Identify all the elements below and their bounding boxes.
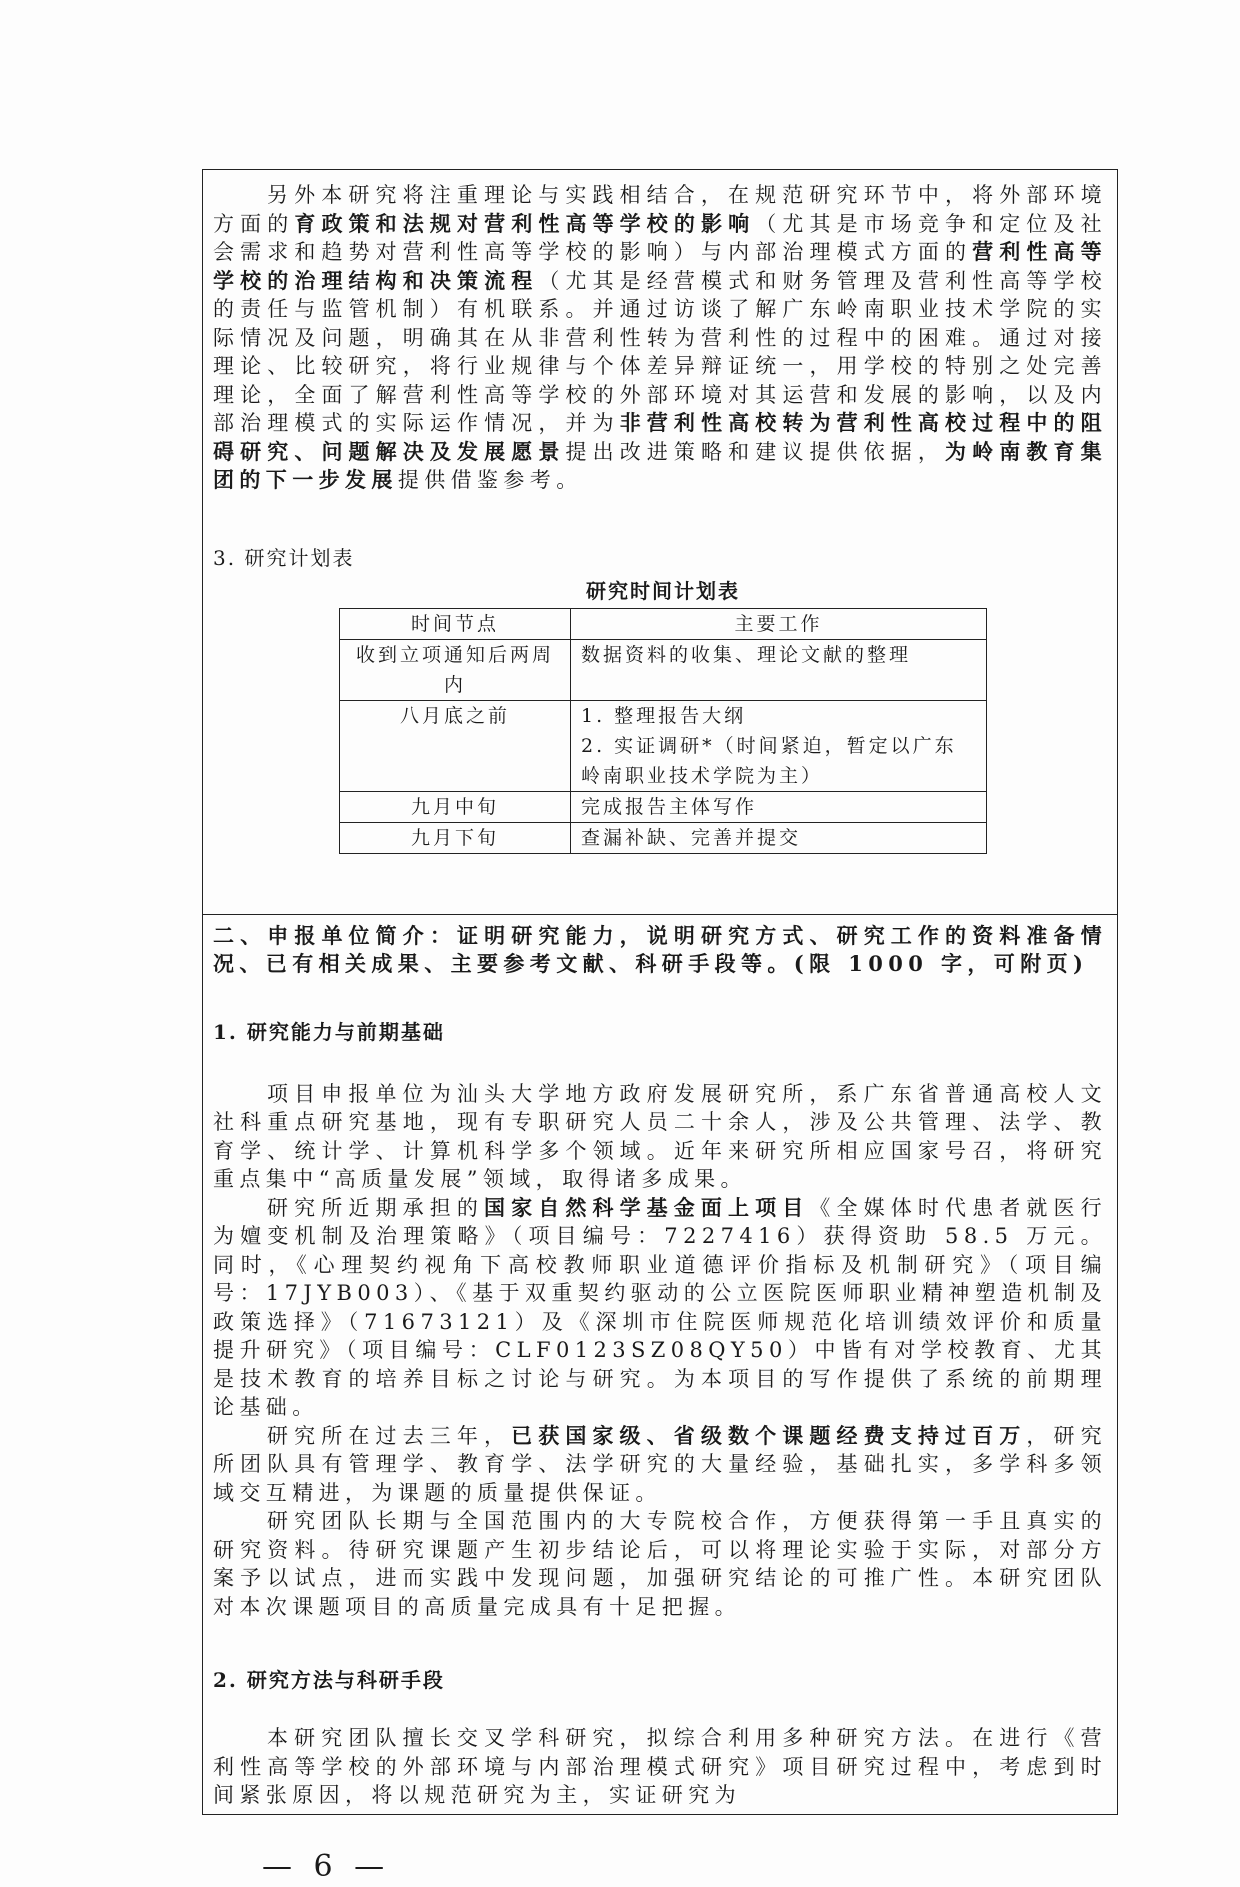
text-run: 研究团队长期与全国范围内的大专院校合作，方便获得第一手且真实的研究资料。待研究课题产生初步结论后，可以将理论实验于实际，对部分方案予以试点，进而实践中发现问题，加强研究结论的可推广性。本研究团队对本次课题项目的高质量完成具有十足把握。 [213,1509,1107,1619]
cell-work [571,639,987,700]
text-run: 另外本研究将注重理论与实践相结合，在规范研究环节中，将外部环境方面的 [213,183,1107,236]
emphasis-text: 国家自然科学基金面上项目 [483,1194,810,1220]
paragraph [213,1507,1107,1621]
work-item: 2. 实证调研*（时间紧迫，暂定以广东岭南职业技术学院为主） [581,734,957,787]
text-run: 项目申报单位为汕头大学地方政府发展研究所，系广东省普通高校人文社科重点研究基地，现有专职研究人员二十余人，涉及公共管理、法学、教育学、统计学、计算机科学多个领域。近年来研究所相应国家号召，将研究重点集中“高质量发展”领域，取得诸多成果。 [213,1081,1107,1191]
paragraph [213,1422,1107,1508]
cell-time: 八月底之前 [340,700,571,791]
intro-paragraph [213,181,1107,495]
emphasis-text: 已获国家级、省级数个课题经费支持过百万 [511,1422,1027,1448]
text-run: （尤其是市场竞争和定位及社会需求和趋势对营利性高等学校的影响）与内部治理模式方面的 [213,211,1107,264]
plan-label: 3. 研究计划表 [213,545,355,570]
sub1-body [213,1080,1107,1622]
text-run: 研究所在过去三年， [267,1423,512,1448]
emphasis-text: 为岭南教育集团的下一步发展 [213,438,1108,492]
paragraph [213,1194,1107,1422]
emphasis-text: 营利性高等学校的治理结构和决策流程 [213,239,1108,293]
sub1-heading: 1. 研究能力与前期基础 [213,1019,445,1044]
work-item: 数据资料的收集、理论文献的整理 [581,643,912,666]
text-run: 提出改进策略和建议提供依据， [565,439,946,464]
table-row [340,700,987,791]
plan-table-title: 研究时间计划表 [586,578,740,603]
work-item: 完成报告主体写作 [581,795,758,818]
work-item: 查漏补缺、完善并提交 [581,826,802,849]
text-run: （尤其是经营模式和财务管理及营利性高等学校的责任与监管机制）有机联系。并通过访谈了解广东岭南职业技术学院的实际情况及问题，明确其在从非营利性转为营利性的过程中的困难。通过对接理论、比较研究，将行业规律与个体差异辩证统一，用学校的特别之处完善理论，全面了解营利性高等学校的外部环境对其运营和发展的影响，以及内部治理模式的实际运作情况，并为 [213,268,1107,435]
section2 [203,914,1117,1810]
text-run: 《全媒体时代患者就医行为嬗变机制及治理策略》（项目编号：7227416）获得资助 58.5 万元。同时，《心理契约视角下高校教师职业道德评价指标及机制研究》（项目编号：17JYB003）、《基于双重契约驱动的公立医院医师职业精神塑造机制及政策选择》（71673121）及《深圳市住院医师规范化培训绩效评价和质量提升研究》（项目编号：CLF0123SZ08QY50）中皆有对学校教育、尤其是技术教育的培养目标之讨论与研究。为本项目的写作提供了系统的前期理论基础。 [213,1195,1107,1419]
paragraph [213,181,1107,495]
paragraph [213,1724,1107,1810]
page-number: — 6 — [262,1849,391,1884]
cell-work [571,791,987,822]
work-item: 1. 整理报告大纲 [581,704,747,727]
cell-time: 九月下旬 [340,822,571,853]
section2-heading: 二、申报单位简介：证明研究能力，说明研究方式、研究工作的资料准备情况、已有相关成果、主要参考文献、科研手段等。(限 1000 字，可附页) [213,922,1107,976]
form-frame [202,169,1118,1815]
table-row [340,639,987,700]
header-work: 主要工作 [571,608,987,639]
emphasis-text: 育政策和法规对营利性高等学校的影响 [294,210,756,236]
paragraph [213,1080,1107,1194]
table-row [340,822,987,853]
table-row [340,791,987,822]
cell-work [571,822,987,853]
cell-time: 收到立项通知后两周内 [340,639,571,700]
cell-time: 九月中旬 [340,791,571,822]
sub2-heading: 2. 研究方法与科研手段 [213,1668,445,1692]
emphasis-text: 非营利性高校转为营利性高校过程中的阻碍研究、问题解决及发展愿景 [213,410,1107,464]
cell-work [571,700,987,791]
text-run: 研究所近期承担的 [267,1195,484,1220]
table-header-row [340,608,987,639]
text-run: ，研究所团队具有管理学、教育学、法学研究的大量经验，基础扎实，多学科多领域交互精进，为课题的质量提供保证。 [213,1423,1107,1505]
sub2-body [213,1724,1107,1810]
text-run: 提供借鉴参考。 [397,468,583,492]
text-run: 本研究团队擅长交叉学科研究，拟综合利用多种研究方法。在进行《营利性高等学校的外部环境与内部治理模式研究》项目研究过程中，考虑到时间紧张原因，将以规范研究为主，实证研究为 [213,1726,1107,1807]
footer [202,1815,390,1887]
plan-table [339,608,987,854]
header-time: 时间节点 [340,608,571,639]
